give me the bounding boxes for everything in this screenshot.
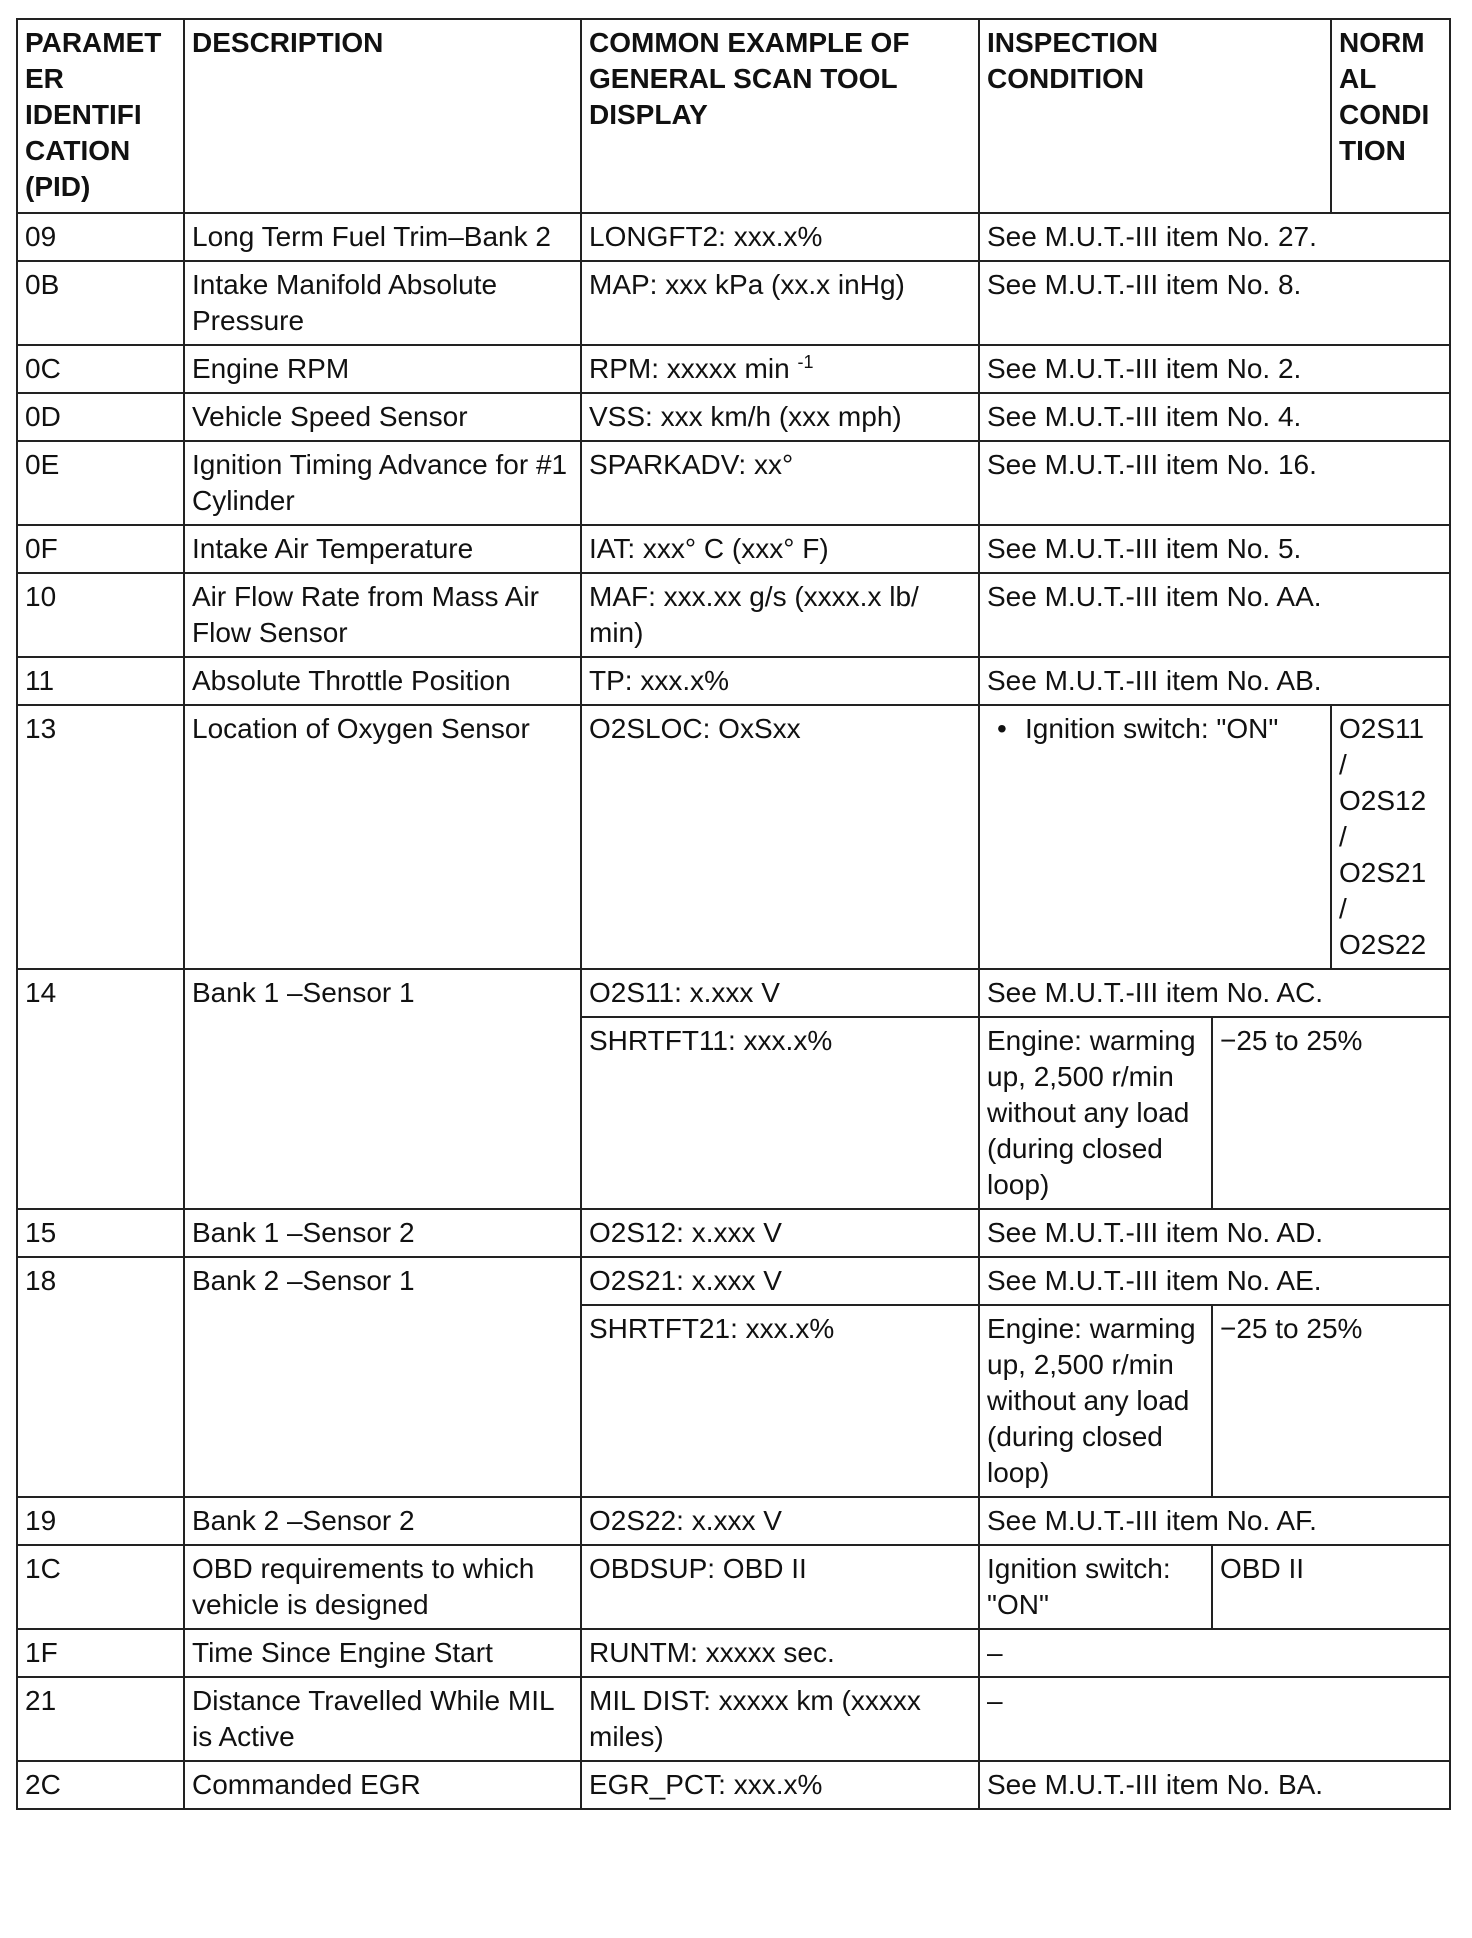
table-row xyxy=(17,261,1450,345)
inspection-cell: See M.U.T.-III item No. AA. xyxy=(979,573,1450,657)
header-inspection: INSPECTION CONDITION xyxy=(979,19,1331,213)
pid-cell: 09 xyxy=(17,213,184,261)
table-row xyxy=(17,1677,1450,1761)
description-cell: Location of Oxygen Sensor xyxy=(184,705,581,969)
display-cell: LONGFT2: xxx.x% xyxy=(581,213,979,261)
inspection-cell xyxy=(979,705,1331,969)
description-cell: Air Flow Rate from Mass Air Flow Sensor xyxy=(184,573,581,657)
table-row xyxy=(17,1497,1450,1545)
display-cell: O2S12: x.xxx V xyxy=(581,1209,979,1257)
table-row xyxy=(17,1257,1450,1305)
header-description: DESCRIPTION xyxy=(184,19,581,213)
pid-cell: 0C xyxy=(17,345,184,393)
table-row xyxy=(17,525,1450,573)
table-row xyxy=(17,969,1450,1017)
inspection-cell: See M.U.T.-III item No. 2. xyxy=(979,345,1450,393)
table-row xyxy=(17,345,1450,393)
display-cell: SHRTFT11: xxx.x% xyxy=(581,1017,979,1209)
inspection-cell: See M.U.T.-III item No. 5. xyxy=(979,525,1450,573)
normal-cell: OBD II xyxy=(1212,1545,1450,1629)
normal-cell: −25 to 25% xyxy=(1212,1017,1450,1209)
pid-cell: 14 xyxy=(17,969,184,1209)
description-cell: Commanded EGR xyxy=(184,1761,581,1809)
display-cell: O2S21: x.xxx V xyxy=(581,1257,979,1305)
display-cell: VSS: xxx km/h (xxx mph) xyxy=(581,393,979,441)
inspection-cell: Engine: warming up, 2,500 r/min without any load (during closed loop) xyxy=(979,1017,1212,1209)
pid-cell: 0E xyxy=(17,441,184,525)
pid-cell: 1F xyxy=(17,1629,184,1677)
list-item: • Ignition switch: "ON" xyxy=(1025,711,1323,747)
display-cell: O2S11: x.xxx V xyxy=(581,969,979,1017)
inspection-cell: See M.U.T.-III item No. AE. xyxy=(979,1257,1450,1305)
table-row xyxy=(17,657,1450,705)
description-cell: Vehicle Speed Sensor xyxy=(184,393,581,441)
pid-cell: 10 xyxy=(17,573,184,657)
display-cell: MIL DIST: xxxxx km (xxxxx miles) xyxy=(581,1677,979,1761)
display-cell: SPARKADV: xx° xyxy=(581,441,979,525)
pid-cell: 11 xyxy=(17,657,184,705)
pid-cell: 18 xyxy=(17,1257,184,1497)
inspection-cell: – xyxy=(979,1629,1450,1677)
display-cell: SHRTFT21: xxx.x% xyxy=(581,1305,979,1497)
table-row xyxy=(17,573,1450,657)
pid-cell: 13 xyxy=(17,705,184,969)
description-cell: Bank 1 –Sensor 2 xyxy=(184,1209,581,1257)
display-cell: EGR_PCT: xxx.x% xyxy=(581,1761,979,1809)
pid-table xyxy=(16,18,1451,1810)
header-display: COMMON EXAMPLE OF GENERAL SCAN TOOL DISPLAY xyxy=(581,19,979,213)
table-row xyxy=(17,1209,1450,1257)
inspection-cell: See M.U.T.-III item No. AC. xyxy=(979,969,1450,1017)
inspection-cell: See M.U.T.-III item No. AF. xyxy=(979,1497,1450,1545)
document-page xyxy=(16,18,1449,1934)
inspection-cell: Ignition switch: "ON" xyxy=(979,1545,1212,1629)
pid-cell: 19 xyxy=(17,1497,184,1545)
table-row xyxy=(17,1545,1450,1629)
display-cell: MAP: xxx kPa (xx.x inHg) xyxy=(581,261,979,345)
table-row xyxy=(17,705,1450,969)
superscript: -1 xyxy=(797,352,814,372)
display-cell: TP: xxx.x% xyxy=(581,657,979,705)
display-cell: MAF: xxx.xx g/s (xxxx.x lb/ min) xyxy=(581,573,979,657)
table-row xyxy=(17,393,1450,441)
description-cell: OBD requirements to which vehicle is designed xyxy=(184,1545,581,1629)
normal-cell: O2S11 / O2S12 / O2S21 / O2S22 xyxy=(1331,705,1450,969)
inspection-cell: – xyxy=(979,1677,1450,1761)
table-row xyxy=(17,213,1450,261)
header-normal: NORM AL CONDI TION xyxy=(1331,19,1450,213)
description-cell: Bank 2 –Sensor 1 xyxy=(184,1257,581,1497)
pid-cell: 21 xyxy=(17,1677,184,1761)
description-cell: Long Term Fuel Trim–Bank 2 xyxy=(184,213,581,261)
table-row xyxy=(17,1629,1450,1677)
inspection-cell: See M.U.T.-III item No. BA. xyxy=(979,1761,1450,1809)
description-cell: Ignition Timing Advance for #1 Cylinder xyxy=(184,441,581,525)
header-pid: PARAMET ER IDENTIFI CATION (PID) xyxy=(17,19,184,213)
description-cell: Engine RPM xyxy=(184,345,581,393)
pid-cell: 15 xyxy=(17,1209,184,1257)
inspection-bullet-list xyxy=(987,711,1323,747)
description-cell: Bank 2 –Sensor 2 xyxy=(184,1497,581,1545)
description-cell: Bank 1 –Sensor 1 xyxy=(184,969,581,1209)
display-cell: RUNTM: xxxxx sec. xyxy=(581,1629,979,1677)
pid-cell: 1C xyxy=(17,1545,184,1629)
description-cell: Intake Air Temperature xyxy=(184,525,581,573)
description-cell: Intake Manifold Absolute Pressure xyxy=(184,261,581,345)
table-row xyxy=(17,441,1450,525)
display-cell: OBDSUP: OBD II xyxy=(581,1545,979,1629)
inspection-cell: See M.U.T.-III item No. 8. xyxy=(979,261,1450,345)
pid-cell: 0F xyxy=(17,525,184,573)
inspection-cell: See M.U.T.-III item No. AD. xyxy=(979,1209,1450,1257)
table-row xyxy=(17,1761,1450,1809)
display-cell: O2S22: x.xxx V xyxy=(581,1497,979,1545)
inspection-cell: See M.U.T.-III item No. AB. xyxy=(979,657,1450,705)
inspection-cell: Engine: warming up, 2,500 r/min without any load (during closed loop) xyxy=(979,1305,1212,1497)
inspection-cell: See M.U.T.-III item No. 16. xyxy=(979,441,1450,525)
header-row xyxy=(17,19,1450,213)
normal-cell: −25 to 25% xyxy=(1212,1305,1450,1497)
display-cell: IAT: xxx° C (xxx° F) xyxy=(581,525,979,573)
pid-cell: 0B xyxy=(17,261,184,345)
inspection-cell: See M.U.T.-III item No. 27. xyxy=(979,213,1450,261)
description-cell: Time Since Engine Start xyxy=(184,1629,581,1677)
display-cell: O2SLOC: OxSxx xyxy=(581,705,979,969)
description-cell: Absolute Throttle Position xyxy=(184,657,581,705)
inspection-cell: See M.U.T.-III item No. 4. xyxy=(979,393,1450,441)
display-cell: RPM: xxxxx min $^{-1}$ xyxy=(581,345,979,393)
description-cell: Distance Travelled While MIL is Active xyxy=(184,1677,581,1761)
pid-cell: 2C xyxy=(17,1761,184,1809)
pid-cell: 0D xyxy=(17,393,184,441)
